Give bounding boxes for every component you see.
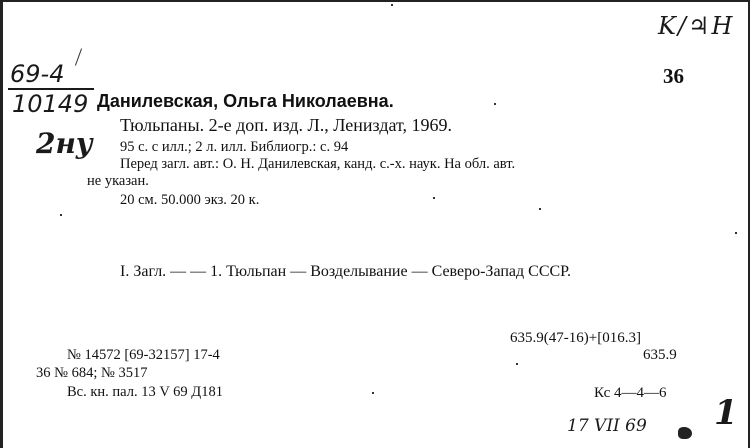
speck [391,4,393,6]
card-top-edge [0,0,750,2]
corner-code: K/♃H [658,12,735,40]
ink-scribble [678,427,692,439]
speck [372,392,374,394]
speck [735,232,737,234]
author-note: Перед загл. авт.: О. Н. Данилевская, канд. с.-х. наук. На обл. авт. [120,156,516,172]
speck [60,214,62,216]
pencil-mark [75,48,82,65]
handwritten-note: 2ну [36,127,93,160]
physical-description: 95 с. с илл.; 2 л. илл. Библиогр.: с. 94 [120,139,349,155]
speck [433,197,435,199]
speck [494,103,496,105]
record-copies: 36 № 684; № 3517 [36,365,148,381]
record-numbers: № 14572 [69-32157] 17-4 [67,347,220,363]
handwritten-number: 1 [714,393,738,433]
author-heading: Данилевская, Ольга Николаевна. [97,91,394,111]
chamber-record: Вс. кн. пал. 13 V 69 Д181 [67,384,223,400]
speck [516,363,518,365]
classification-full: 635.9(47-16)+[016.3] [510,330,641,346]
subject-headings: I. Загл. — — 1. Тюльпан — Возделывание — Северо-Запад СССР. [120,263,572,280]
classmark-bottom: 10149 [12,90,89,118]
card-left-edge [0,0,3,448]
size-print-run: 20 см. 50.000 экз. 20 к. [120,192,260,208]
speck [539,208,541,210]
card-number: 36 [663,64,684,88]
classification-short: 635.9 [643,347,677,363]
author-note-continued: не указан. [87,173,149,189]
classmark-top: 69-4 [10,60,65,88]
handwritten-date: 17 VII 69 [567,416,647,436]
ks-code: Кс 4—4—6 [594,385,667,401]
title-line: Тюльпаны. 2-е доп. изд. Л., Лениздат, 1969. [120,115,453,135]
